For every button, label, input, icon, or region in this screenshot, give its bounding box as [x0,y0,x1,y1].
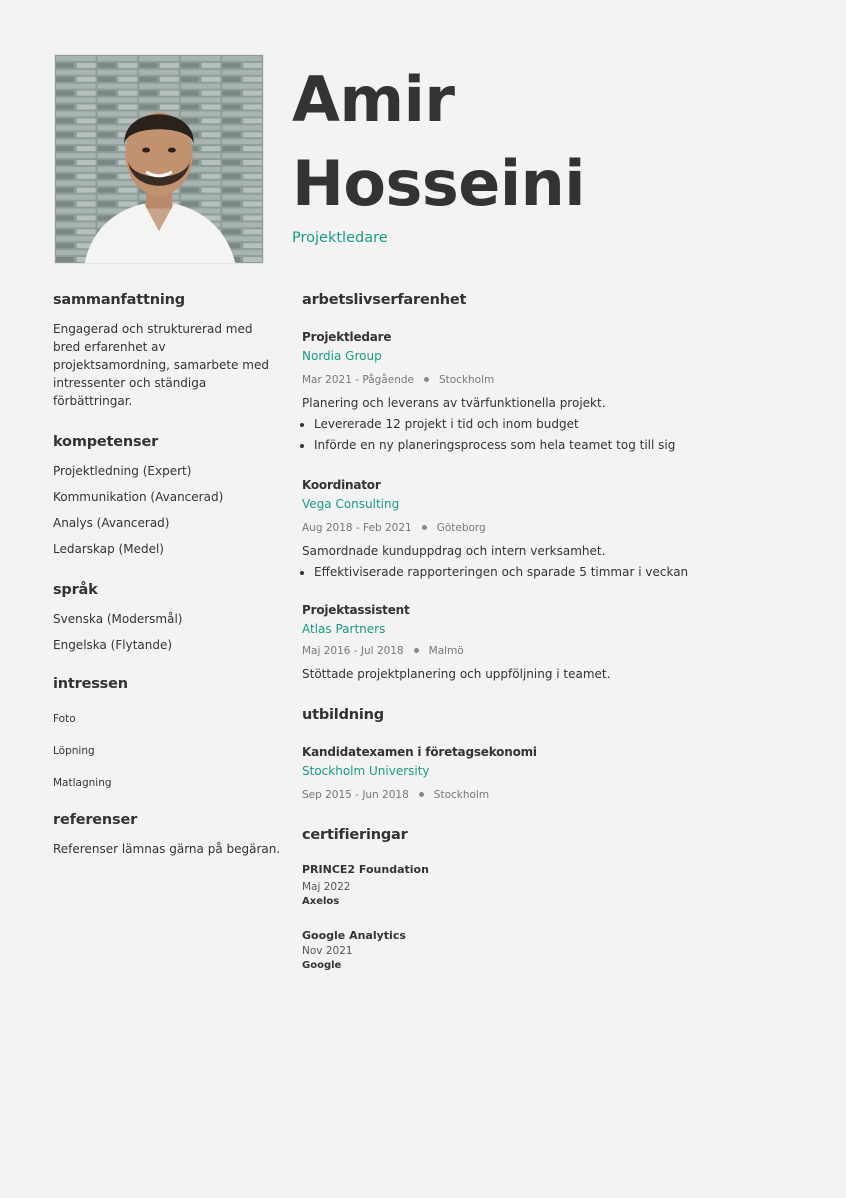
references-title: referenser [53,812,138,828]
job-dates: Maj 2016 - Jul 2018 [302,645,404,657]
job-bullet: • Levererade 12 projekt i tid och inom budget [314,414,802,435]
job-bullet: • Införde en ny planeringsprocess som hela teamet tog till sig [314,435,802,456]
certification-entry [302,929,802,971]
education-degree: Kandidatexamen i företagsekonomi [302,745,537,759]
skills-title: kompetenser [53,434,159,450]
separator-dot [419,792,424,797]
certification-issuer: Axelos [302,896,340,907]
language-item: Engelska (Flytande) [53,638,173,652]
profile-photo [54,54,264,264]
certification-date: Nov 2021 [302,945,353,957]
job-company: Atlas Partners [302,622,386,636]
job-company: Vega Consulting [302,497,400,511]
job-description: Planering och leverans av tvärfunktionella projekt. [302,396,606,410]
job-title: Koordinator [302,478,381,492]
interests-title: intressen [53,676,128,692]
job-entry [302,330,802,456]
job-description: Stöttade projektplanering och uppföljning i teamet. [302,667,611,681]
skill-item: Kommunikation (Avancerad) [53,490,224,504]
last-name: Hosseini [292,147,585,220]
certification-name: Google Analytics [302,929,406,942]
job-meta [302,374,802,386]
interests-list [53,704,281,792]
job-entry [302,603,802,683]
experience-title: arbetslivserfarenhet [302,292,467,308]
job-meta [302,645,802,657]
certification-date: Maj 2022 [302,881,351,893]
job-location: Göteborg [436,522,486,534]
job-location: Stockholm [438,374,495,386]
job-dates: Aug 2018 - Feb 2021 [302,522,412,534]
full-name [292,58,585,226]
separator-dot [422,525,427,530]
job-bullets [302,414,802,456]
education-dates: Sep 2015 - Jun 2018 [302,789,409,801]
interest-item: Löpning [53,745,95,757]
interest-item: Matlagning [53,777,112,789]
job-meta [302,522,802,534]
skills-list [53,462,281,558]
job-bullets [302,562,802,583]
job-company: Nordia Group [302,349,382,363]
separator-dot [424,377,429,382]
references-text: Referenser lämnas gärna på begäran. [53,842,281,856]
certification-issuer: Google [302,960,342,971]
job-title: Projektassistent [302,603,410,617]
education-location: Stockholm [433,789,490,801]
languages-title: språk [53,582,98,598]
interest-item: Foto [53,713,76,725]
job-dates: Mar 2021 - Pågående [302,374,414,386]
languages-list [53,610,281,654]
education-title: utbildning [302,707,384,723]
certification-entry [302,863,802,907]
education-meta [302,789,802,801]
education-school: Stockholm University [302,764,430,778]
left-column [53,292,281,858]
summary-text: Engagerad och strukturerad med bred erfarenhet av projektsamordning, samarbete med intressenter och ständiga förbättringar. [53,322,269,408]
job-entry [302,478,802,583]
language-item: Svenska (Modersmål) [53,612,183,626]
summary-title: sammanfattning [53,292,185,308]
certifications-title: certifieringar [302,827,408,843]
job-location: Malmö [428,645,464,657]
certification-name: PRINCE2 Foundation [302,863,429,876]
skill-item: Projektledning (Expert) [53,464,192,478]
skill-item: Ledarskap (Medel) [53,542,164,556]
education-entry [302,745,802,801]
separator-dot [414,648,419,653]
right-column [302,292,802,971]
job-description: Samordnade kunduppdrag och intern verksamhet. [302,544,606,558]
skill-item: Analys (Avancerad) [53,516,170,530]
job-bullet: • Effektiviserade rapporteringen och sparade 5 timmar i veckan [314,562,802,583]
job-title: Projektledare [302,330,392,344]
job-role: Projektledare [292,230,388,246]
first-name: Amir [292,63,455,136]
